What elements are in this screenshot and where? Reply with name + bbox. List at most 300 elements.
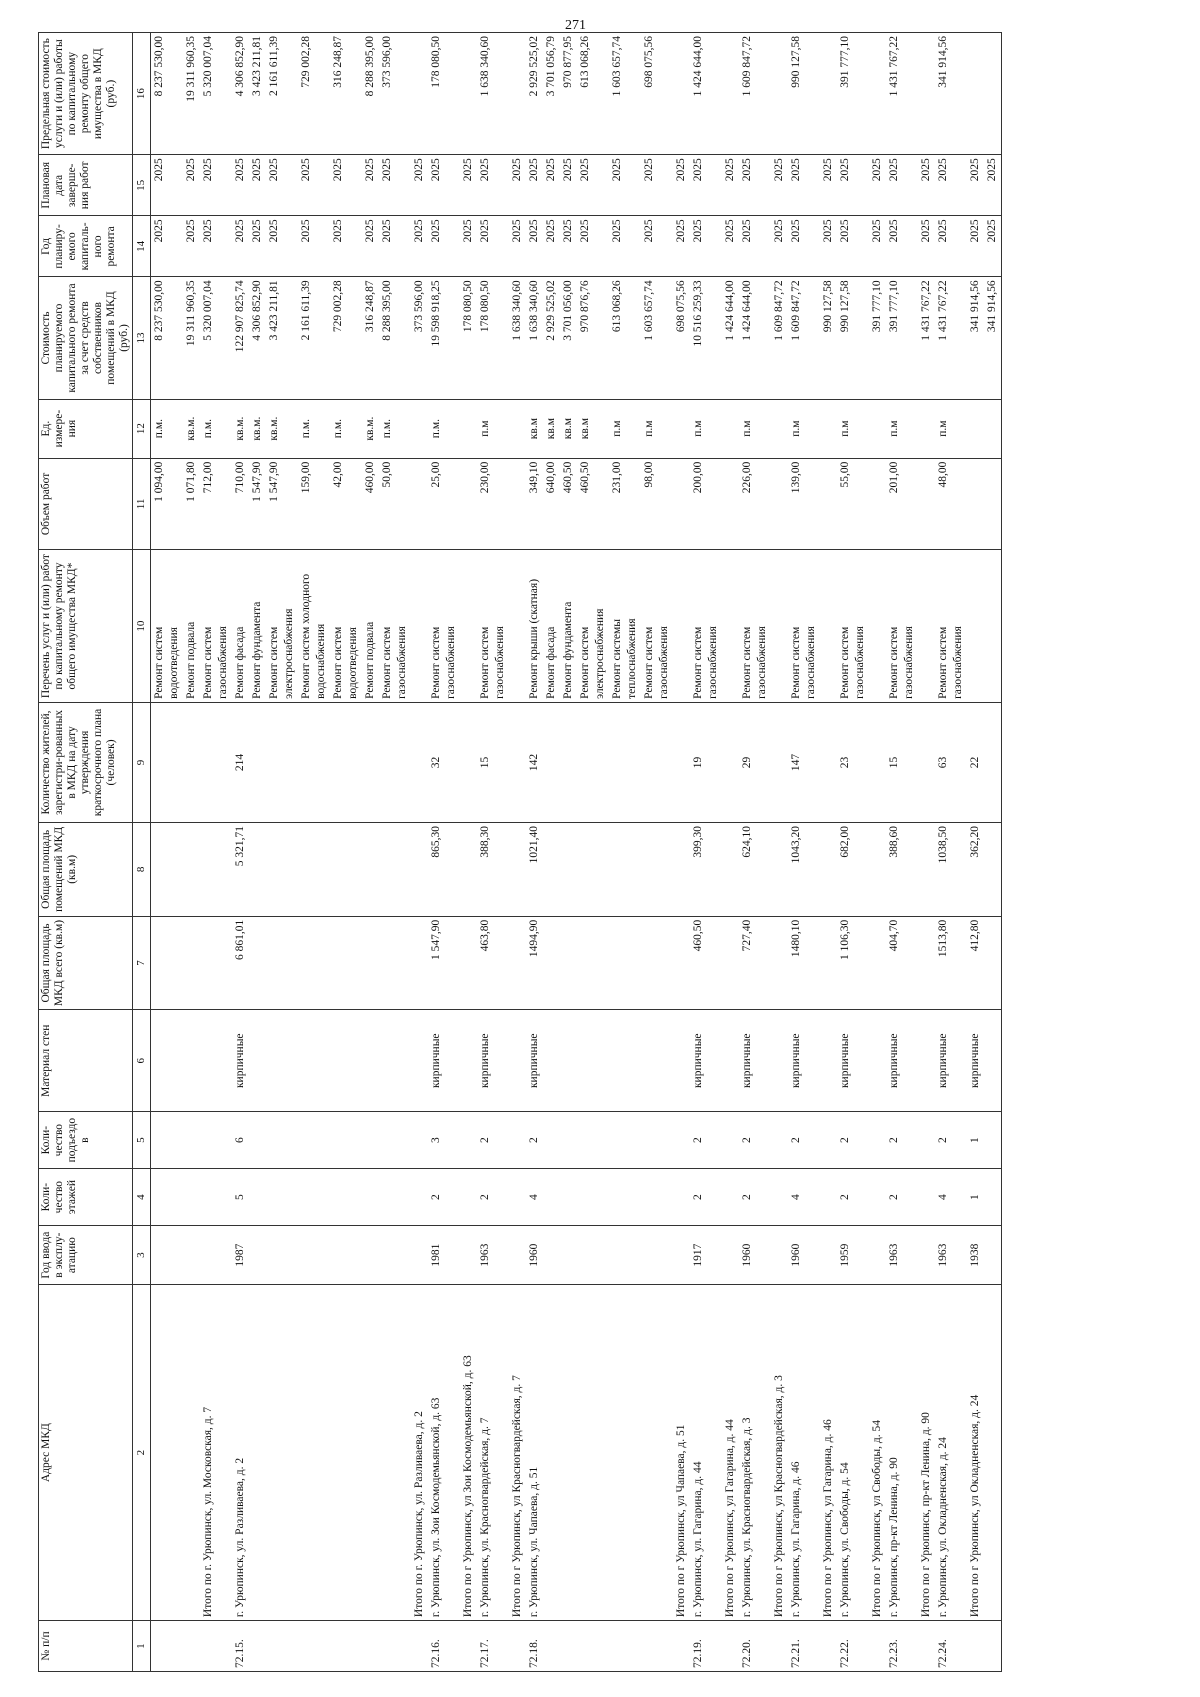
residents xyxy=(362,702,379,822)
work-name: Ремонт систем газоснабжения xyxy=(690,550,722,703)
table-row xyxy=(560,33,577,1672)
limit-cost: 8 237 530,00 xyxy=(151,33,184,155)
rooms-area xyxy=(411,823,428,917)
limit-cost xyxy=(984,33,1002,155)
total-area xyxy=(460,916,477,1010)
work-volume: 226,00 xyxy=(739,458,771,550)
rooms-area xyxy=(200,823,232,917)
table-row xyxy=(411,33,428,1672)
repair-year: 2025 xyxy=(249,216,266,277)
unit: кв.м. xyxy=(266,399,298,458)
wall-material xyxy=(151,1010,184,1112)
repair-year: 2025 xyxy=(183,216,200,277)
wall-material xyxy=(362,1010,379,1112)
work-name: Ремонт систем холодного водоснабжения xyxy=(298,550,330,703)
address xyxy=(298,1285,330,1621)
completion-date: 2025 xyxy=(428,155,460,216)
completion-date: 2025 xyxy=(577,155,609,216)
work-name xyxy=(460,550,477,703)
planned-cost: 3 701 056,00 xyxy=(560,277,577,399)
residents: 214 xyxy=(232,702,249,822)
work-volume: 55,00 xyxy=(837,458,869,550)
total-area xyxy=(984,916,1002,1010)
planned-cost: 391 777,10 xyxy=(886,277,918,399)
address xyxy=(151,1285,184,1621)
rooms-area: 388,30 xyxy=(477,823,509,917)
column-number-16: 16 xyxy=(133,33,151,155)
item-number xyxy=(200,1621,232,1672)
total-area xyxy=(151,916,184,1010)
floors xyxy=(560,1169,577,1226)
year-built xyxy=(151,1226,184,1285)
year-built: 1963 xyxy=(935,1226,967,1285)
work-volume xyxy=(722,458,739,550)
entrances xyxy=(200,1112,232,1169)
work-name: Ремонт систем газоснабжения xyxy=(477,550,509,703)
table-row xyxy=(298,33,330,1672)
total-area: 6 861,01 xyxy=(232,916,249,1010)
planned-cost: 1 609 847,72 xyxy=(771,277,788,399)
table-row xyxy=(967,33,984,1672)
floors xyxy=(869,1169,886,1226)
address xyxy=(577,1285,609,1621)
year-built: 1981 xyxy=(428,1226,460,1285)
residents: 19 xyxy=(690,702,722,822)
total-area: 1 547,90 xyxy=(428,916,460,1010)
work-volume: 1 071,80 xyxy=(183,458,200,550)
table-row xyxy=(151,33,184,1672)
year-built: 1960 xyxy=(788,1226,820,1285)
unit xyxy=(460,399,477,458)
residents: 32 xyxy=(428,702,460,822)
work-volume: 349,10 xyxy=(526,458,543,550)
floors xyxy=(266,1169,298,1226)
year-built: 1960 xyxy=(739,1226,771,1285)
rotated-table-container xyxy=(38,32,1178,1672)
address: Итого по г Урюпинск, ул Зои Космодемьянской, д. 63 xyxy=(460,1285,477,1621)
planned-cost: 970 876,76 xyxy=(577,277,609,399)
address: Итого по г Урюпинск, ул Гагарина, д. 46 xyxy=(820,1285,837,1621)
wall-material xyxy=(722,1010,739,1112)
year-built xyxy=(820,1226,837,1285)
year-built xyxy=(771,1226,788,1285)
completion-date: 2025 xyxy=(673,155,690,216)
rooms-area: 399,30 xyxy=(690,823,722,917)
limit-cost xyxy=(460,33,477,155)
entrances xyxy=(771,1112,788,1169)
address: Итого по г Урюпинск, ул Красногвардейская, д. 7 xyxy=(509,1285,526,1621)
column-header-16: Предельная стоимость услуги и (или) работы по капитальному ремонту общего имущества в МКД (руб.) xyxy=(39,33,133,155)
item-number: 72.18. xyxy=(526,1621,543,1672)
work-volume xyxy=(771,458,788,550)
floors: 2 xyxy=(477,1169,509,1226)
entrances: 2 xyxy=(526,1112,543,1169)
planned-cost: 8 288 395,00 xyxy=(379,277,411,399)
work-name: Ремонт систем газоснабжения xyxy=(428,550,460,703)
unit: кв.м xyxy=(560,399,577,458)
planned-cost: 1 431 767,22 xyxy=(918,277,935,399)
unit xyxy=(722,399,739,458)
total-area xyxy=(330,916,362,1010)
repair-year: 2025 xyxy=(330,216,362,277)
table-row xyxy=(183,33,200,1672)
entrances xyxy=(379,1112,411,1169)
work-volume: 712,00 xyxy=(200,458,232,550)
entrances xyxy=(984,1112,1002,1169)
entrances xyxy=(411,1112,428,1169)
floors: 2 xyxy=(837,1169,869,1226)
column-header-9: Количество жителей, зарегистри-рованных в МКД на дату утверждения краткосрочного плана (человек) xyxy=(39,702,133,822)
residents: 15 xyxy=(886,702,918,822)
total-area: 460,50 xyxy=(690,916,722,1010)
work-volume: 1 547,90 xyxy=(266,458,298,550)
work-volume: 231,00 xyxy=(609,458,641,550)
table-row xyxy=(886,33,918,1672)
entrances xyxy=(298,1112,330,1169)
entrances: 2 xyxy=(788,1112,820,1169)
entrances xyxy=(460,1112,477,1169)
item-number xyxy=(249,1621,266,1672)
completion-date: 2025 xyxy=(609,155,641,216)
entrances: 3 xyxy=(428,1112,460,1169)
column-header-6: Материал стен xyxy=(39,1010,133,1112)
work-name: Ремонт систем газоснабжения xyxy=(739,550,771,703)
total-area: 1 106,30 xyxy=(837,916,869,1010)
table-row xyxy=(690,33,722,1672)
column-header-7: Общая площадь МКД всего (кв.м) xyxy=(39,916,133,1010)
completion-date: 2025 xyxy=(869,155,886,216)
item-number xyxy=(460,1621,477,1672)
work-name: Ремонт фасада xyxy=(543,550,560,703)
work-name xyxy=(771,550,788,703)
table-row xyxy=(673,33,690,1672)
repair-year: 2025 xyxy=(609,216,641,277)
item-number xyxy=(609,1621,641,1672)
wall-material xyxy=(266,1010,298,1112)
repair-year: 2025 xyxy=(460,216,477,277)
wall-material: кирпичные xyxy=(886,1010,918,1112)
table-row xyxy=(788,33,820,1672)
completion-date: 2025 xyxy=(560,155,577,216)
limit-cost: 2 929 525,02 xyxy=(526,33,543,155)
rooms-area xyxy=(509,823,526,917)
year-built xyxy=(266,1226,298,1285)
item-number xyxy=(869,1621,886,1672)
repair-year: 2025 xyxy=(379,216,411,277)
unit: п.м xyxy=(477,399,509,458)
limit-cost xyxy=(509,33,526,155)
total-area xyxy=(918,916,935,1010)
limit-cost: 3 701 056,79 xyxy=(543,33,560,155)
wall-material xyxy=(411,1010,428,1112)
entrances xyxy=(151,1112,184,1169)
limit-cost: 373 596,00 xyxy=(379,33,411,155)
work-volume: 460,50 xyxy=(560,458,577,550)
year-built xyxy=(918,1226,935,1285)
unit: п.м xyxy=(935,399,967,458)
year-built: 1938 xyxy=(967,1226,984,1285)
completion-date: 2025 xyxy=(232,155,249,216)
table-body xyxy=(151,33,1002,1672)
floors xyxy=(200,1169,232,1226)
planned-cost: 178 080,50 xyxy=(477,277,509,399)
work-name xyxy=(869,550,886,703)
item-number: 72.15. xyxy=(232,1621,249,1672)
address: г. Урюпинск, ул. Красногвардейская, д. 3 xyxy=(739,1285,771,1621)
entrances xyxy=(918,1112,935,1169)
table-row xyxy=(820,33,837,1672)
residents xyxy=(771,702,788,822)
rooms-area xyxy=(577,823,609,917)
address: г. Урюпинск, ул. Окладненская, д. 24 xyxy=(935,1285,967,1621)
total-area xyxy=(266,916,298,1010)
floors: 2 xyxy=(690,1169,722,1226)
unit: п.м. xyxy=(151,399,184,458)
work-name: Ремонт подвала xyxy=(362,550,379,703)
residents xyxy=(641,702,673,822)
residents xyxy=(918,702,935,822)
column-header-2: Адрес МКД xyxy=(39,1285,133,1621)
wall-material: кирпичные xyxy=(477,1010,509,1112)
repair-year: 2025 xyxy=(232,216,249,277)
column-number-13: 13 xyxy=(133,277,151,399)
wall-material: кирпичные xyxy=(690,1010,722,1112)
table-row xyxy=(330,33,362,1672)
completion-date: 2025 xyxy=(837,155,869,216)
table-row xyxy=(609,33,641,1672)
residents xyxy=(460,702,477,822)
item-number xyxy=(183,1621,200,1672)
address: Итого по г. Урюпинск, ул. Московская, д. 7 xyxy=(200,1285,232,1621)
entrances xyxy=(577,1112,609,1169)
work-volume: 200,00 xyxy=(690,458,722,550)
item-number: 72.17. xyxy=(477,1621,509,1672)
column-number-5: 5 xyxy=(133,1112,151,1169)
planned-cost: 4 306 852,90 xyxy=(249,277,266,399)
rooms-area xyxy=(362,823,379,917)
limit-cost xyxy=(918,33,935,155)
completion-date: 2025 xyxy=(788,155,820,216)
column-number-1: 1 xyxy=(133,1621,151,1672)
unit xyxy=(918,399,935,458)
limit-cost: 729 002,28 xyxy=(298,33,330,155)
completion-date: 2025 xyxy=(249,155,266,216)
address: г. Урюпинск, ул. Красногвардейская, д. 7 xyxy=(477,1285,509,1621)
work-name: Ремонт подвала xyxy=(183,550,200,703)
work-volume: 201,00 xyxy=(886,458,918,550)
residents: 29 xyxy=(739,702,771,822)
address: г. Урюпинск, ул. Гагарина, д. 46 xyxy=(788,1285,820,1621)
address: Итого по г Урюпинск, ул Окладненская, д. 24 xyxy=(967,1285,984,1621)
rooms-area xyxy=(330,823,362,917)
limit-cost: 2 161 611,39 xyxy=(266,33,298,155)
year-built xyxy=(543,1226,560,1285)
item-number xyxy=(298,1621,330,1672)
limit-cost xyxy=(967,33,984,155)
work-name xyxy=(673,550,690,703)
total-area xyxy=(771,916,788,1010)
wall-material: кирпичные xyxy=(232,1010,249,1112)
year-built: 1987 xyxy=(232,1226,249,1285)
work-name: Ремонт фасада xyxy=(232,550,249,703)
work-name: Ремонт системы теплоснабжения xyxy=(609,550,641,703)
limit-cost xyxy=(869,33,886,155)
repair-year: 2025 xyxy=(577,216,609,277)
floors xyxy=(379,1169,411,1226)
table-row xyxy=(460,33,477,1672)
item-number xyxy=(641,1621,673,1672)
floors xyxy=(411,1169,428,1226)
planned-cost: 391 777,10 xyxy=(869,277,886,399)
page-number: 271 xyxy=(565,18,586,33)
item-number: 72.16. xyxy=(428,1621,460,1672)
capital-repair-table xyxy=(38,32,1002,1672)
repair-year: 2025 xyxy=(771,216,788,277)
unit: кв.м xyxy=(577,399,609,458)
limit-cost: 613 068,26 xyxy=(577,33,609,155)
repair-year: 2025 xyxy=(869,216,886,277)
repair-year: 2025 xyxy=(641,216,673,277)
residents xyxy=(820,702,837,822)
address: Итого по г Урюпинск, ул Красногвардейская, д. 3 xyxy=(771,1285,788,1621)
rooms-area xyxy=(869,823,886,917)
work-volume: 159,00 xyxy=(298,458,330,550)
total-area xyxy=(249,916,266,1010)
unit: кв.м. xyxy=(183,399,200,458)
floors xyxy=(330,1169,362,1226)
item-number xyxy=(411,1621,428,1672)
table-row xyxy=(200,33,232,1672)
total-area: 412,80 xyxy=(967,916,984,1010)
table-row xyxy=(379,33,411,1672)
limit-cost xyxy=(771,33,788,155)
rooms-area: 362,20 xyxy=(967,823,984,917)
work-name: Ремонт систем водоотведения xyxy=(330,550,362,703)
work-name: Ремонт систем газоснабжения xyxy=(935,550,967,703)
address: г. Урюпинск, ул. Гагарина, д. 44 xyxy=(690,1285,722,1621)
rooms-area: 1043,20 xyxy=(788,823,820,917)
total-area xyxy=(641,916,673,1010)
completion-date: 2025 xyxy=(886,155,918,216)
year-built xyxy=(722,1226,739,1285)
completion-date: 2025 xyxy=(509,155,526,216)
limit-cost xyxy=(411,33,428,155)
work-volume xyxy=(984,458,1002,550)
repair-year: 2025 xyxy=(837,216,869,277)
work-volume: 1 547,90 xyxy=(249,458,266,550)
year-built: 1963 xyxy=(886,1226,918,1285)
rooms-area xyxy=(298,823,330,917)
rooms-area xyxy=(183,823,200,917)
planned-cost: 8 237 530,00 xyxy=(151,277,184,399)
column-number-15: 15 xyxy=(133,155,151,216)
year-built xyxy=(379,1226,411,1285)
completion-date: 2025 xyxy=(411,155,428,216)
entrances xyxy=(820,1112,837,1169)
planned-cost: 1 638 340,60 xyxy=(526,277,543,399)
column-number-11: 11 xyxy=(133,458,151,550)
limit-cost: 1 431 767,22 xyxy=(886,33,918,155)
work-name: Ремонт систем электроснабжения xyxy=(577,550,609,703)
rooms-area xyxy=(560,823,577,917)
column-number-10: 10 xyxy=(133,550,151,703)
item-number xyxy=(330,1621,362,1672)
completion-date: 2025 xyxy=(722,155,739,216)
address xyxy=(183,1285,200,1621)
wall-material: кирпичные xyxy=(837,1010,869,1112)
limit-cost: 8 288 395,00 xyxy=(362,33,379,155)
rooms-area xyxy=(460,823,477,917)
table-row xyxy=(641,33,673,1672)
year-built xyxy=(984,1226,1002,1285)
planned-cost: 341 914,56 xyxy=(967,277,984,399)
item-number: 72.23. xyxy=(886,1621,918,1672)
planned-cost: 613 068,26 xyxy=(609,277,641,399)
repair-year: 2025 xyxy=(967,216,984,277)
repair-year: 2025 xyxy=(886,216,918,277)
wall-material xyxy=(673,1010,690,1112)
repair-year: 2025 xyxy=(935,216,967,277)
limit-cost: 1 609 847,72 xyxy=(739,33,771,155)
address xyxy=(560,1285,577,1621)
item-number xyxy=(266,1621,298,1672)
column-header-13: Стоимость планируемого капитального ремонта за счет средств собственников помещений в МКД (руб.) xyxy=(39,277,133,399)
column-number-9: 9 xyxy=(133,702,151,822)
table-row xyxy=(543,33,560,1672)
total-area xyxy=(673,916,690,1010)
limit-cost: 3 423 211,81 xyxy=(249,33,266,155)
item-number xyxy=(379,1621,411,1672)
work-volume: 25,00 xyxy=(428,458,460,550)
floors xyxy=(577,1169,609,1226)
wall-material xyxy=(509,1010,526,1112)
work-name: Ремонт фундамента xyxy=(249,550,266,703)
address xyxy=(543,1285,560,1621)
work-name: Ремонт фундамента xyxy=(560,550,577,703)
completion-date: 2025 xyxy=(200,155,232,216)
entrances xyxy=(330,1112,362,1169)
entrances xyxy=(509,1112,526,1169)
unit: п.м. xyxy=(298,399,330,458)
floors xyxy=(362,1169,379,1226)
rooms-area xyxy=(151,823,184,917)
limit-cost xyxy=(673,33,690,155)
year-built xyxy=(183,1226,200,1285)
planned-cost: 698 075,56 xyxy=(673,277,690,399)
column-header-14: Год планиру-емого капиталь-ного ремонта xyxy=(39,216,133,277)
address: г. Урюпинск, ул. Разливаева, д. 2 xyxy=(232,1285,249,1621)
residents xyxy=(869,702,886,822)
floors: 4 xyxy=(526,1169,543,1226)
planned-cost: 990 127,58 xyxy=(837,277,869,399)
wall-material xyxy=(379,1010,411,1112)
rooms-area: 388,60 xyxy=(886,823,918,917)
total-area: 1480,10 xyxy=(788,916,820,1010)
column-number-7: 7 xyxy=(133,916,151,1010)
unit xyxy=(984,399,1002,458)
work-name: Ремонт систем газоснабжения xyxy=(379,550,411,703)
item-number xyxy=(820,1621,837,1672)
unit: п.м. xyxy=(330,399,362,458)
residents: 23 xyxy=(837,702,869,822)
item-number xyxy=(771,1621,788,1672)
floors xyxy=(771,1169,788,1226)
total-area xyxy=(379,916,411,1010)
planned-cost: 1 424 644,00 xyxy=(739,277,771,399)
work-volume: 1 094,00 xyxy=(151,458,184,550)
work-volume: 640,00 xyxy=(543,458,560,550)
rooms-area: 682,00 xyxy=(837,823,869,917)
